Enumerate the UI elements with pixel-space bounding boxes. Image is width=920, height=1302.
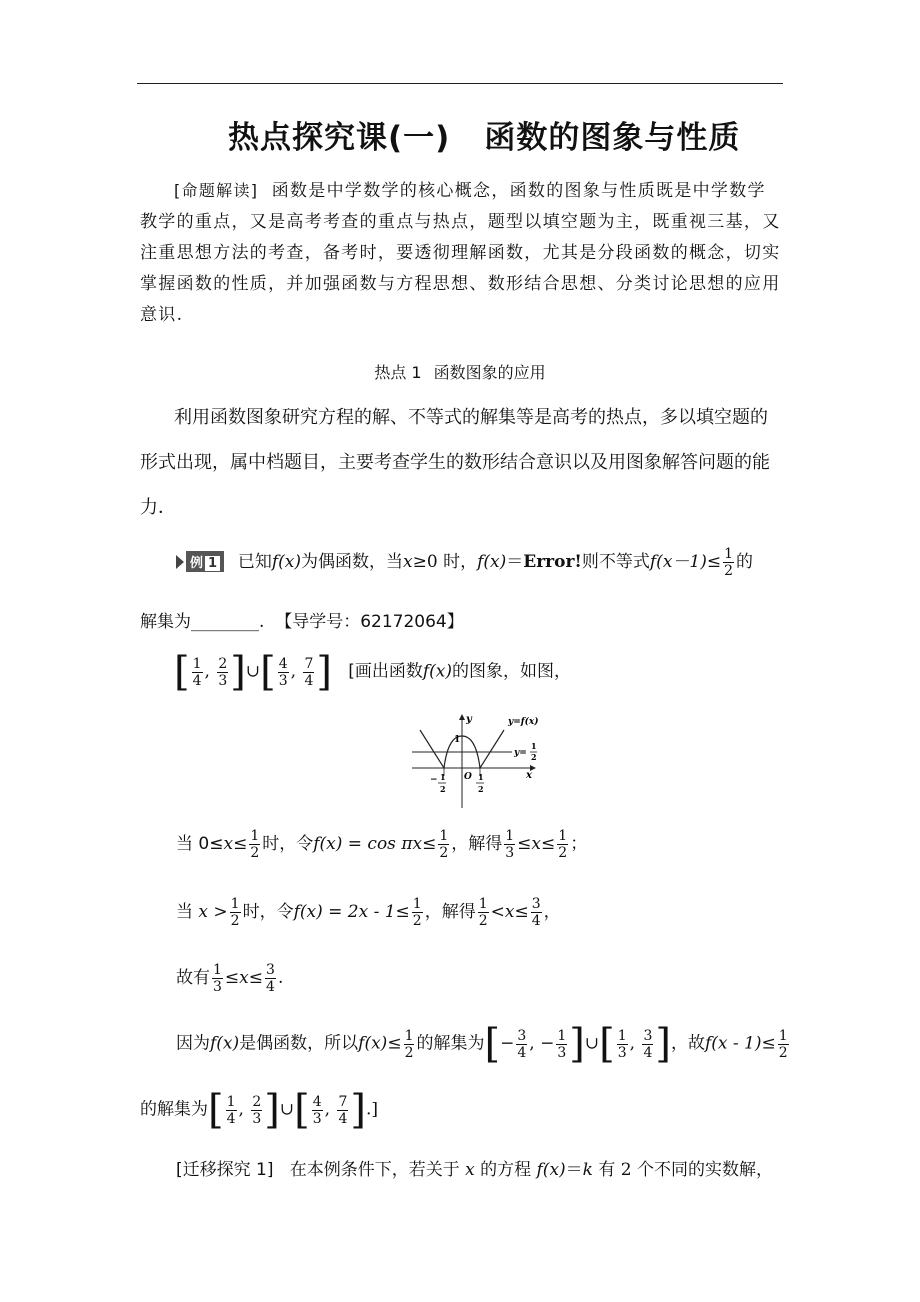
step-4: 因为f(x)是偶函数，所以f(x)≤ $\frac{1}{2}$ 的解集为[− $\frac{3}{4}$ , − $\frac{1}{3}$ ]∪[ $\frac{1}{3}$ , $\frac{3}{4}$ ]，故f(x - 1)≤ $\frac{1}{2}$ <box>176 1021 788 1067</box>
svg-text:−: − <box>430 775 438 785</box>
svg-text:2: 2 <box>531 752 537 762</box>
hot1-name: 函数图象的应用 <box>433 363 546 382</box>
svg-text:1: 1 <box>440 772 446 782</box>
step-3: 故有 $\frac{1}{3}$ ≤x≤ $\frac{3}{4}$ . <box>176 962 284 995</box>
y-label: y <box>466 714 472 725</box>
svg-text:1: 1 <box>478 772 484 782</box>
step-1: 当 0≤x≤ $\frac{1}{2}$ 时，令f(x) = cos πx≤ $\frac{1}{2}$ ，解得 $\frac{1}{3}$ ≤x≤ $\frac{1}{2}$ ； <box>176 828 588 861</box>
one-label: 1 <box>454 735 461 745</box>
hot1-label: 热点 1 <box>374 363 422 382</box>
intro-paragraph <box>140 175 782 331</box>
transfer-tag: [迁移探究 1] <box>176 1160 274 1180</box>
function-graph <box>412 712 562 808</box>
intro-text: 函数是中学数学的核心概念，函数的图象与性质既是中学数学教学的重点，又是高考考查的重点与热点，题型以填空题为主，既重视三基，又注重思想方法的考查，备考时，要透彻理解函数，尤其是分段函数的概念，切实掌握函数的性质，并加强函数与方程思想、数形结合思想、分类讨论思想的应用意识. <box>140 181 781 325</box>
fraction-half: $\frac{1}{2}$ <box>724 546 734 579</box>
intro-tag: [命题解读] <box>174 181 259 200</box>
transfer-question: [迁移探究 1] 在本例条件下，若关于 x 的方程 f(x)＝k 有 2 个不同的实数解， <box>176 1160 774 1180</box>
example-badge: 例 1 <box>186 551 224 572</box>
arrow-icon <box>176 555 184 569</box>
top-rule <box>137 83 783 84</box>
svg-text:2: 2 <box>440 784 446 794</box>
step-2: 当 x > $\frac{1}{2}$ 时，令f(x) = 2x - 1≤ $\frac{1}{2}$ ，解得 $\frac{1}{2}$ <x≤ $\frac{3}{4}$ ， <box>176 896 561 929</box>
svg-text:2: 2 <box>478 784 484 794</box>
origin-label: O <box>464 772 472 782</box>
x-label: x <box>526 770 532 781</box>
guide-number: 【导学号：62172064】 <box>275 612 464 632</box>
svg-text:1: 1 <box>531 741 537 751</box>
example-answer-blank: 解集为________. 【导学号：62172064】 <box>140 612 464 632</box>
title-right: 函数的图象与性质 <box>484 120 741 156</box>
hot1-text: 利用函数图象研究方程的解、不等式的解集等是高考的热点，多以填空题的形式出现，属中档题目，主要考查学生的数形结合意识以及用图象解答问题的能力． <box>140 407 770 518</box>
y-axis-arrow-icon <box>459 714 465 720</box>
title-left: 热点探究课(一) <box>228 120 451 156</box>
example-question: 例 1 已知f(x)为偶函数，当x≥0 时，f(x)＝Error!则不等式f(x－1)≤ $\frac{1}{2}$ 的 <box>176 546 753 579</box>
step-5: 的解集为[ $\frac{1}{4}$ , $\frac{2}{3}$ ]∪[ $\frac{4}{3}$ , $\frac{7}{4}$ ].] <box>140 1087 379 1133</box>
fx-label: y=f(x) <box>508 717 539 727</box>
half-label: y= <box>514 748 527 758</box>
page-title <box>228 112 740 157</box>
hot1-paragraph <box>140 395 782 530</box>
answer-line: [ $\frac{1}{4}$ , $\frac{2}{3}$ ]∪[ $\frac{4}{3}$ , $\frac{7}{4}$ ] [画出函数f(x)的图象，如图， <box>174 649 572 695</box>
hot1-heading <box>0 360 920 383</box>
error-text: Error! <box>523 552 582 572</box>
